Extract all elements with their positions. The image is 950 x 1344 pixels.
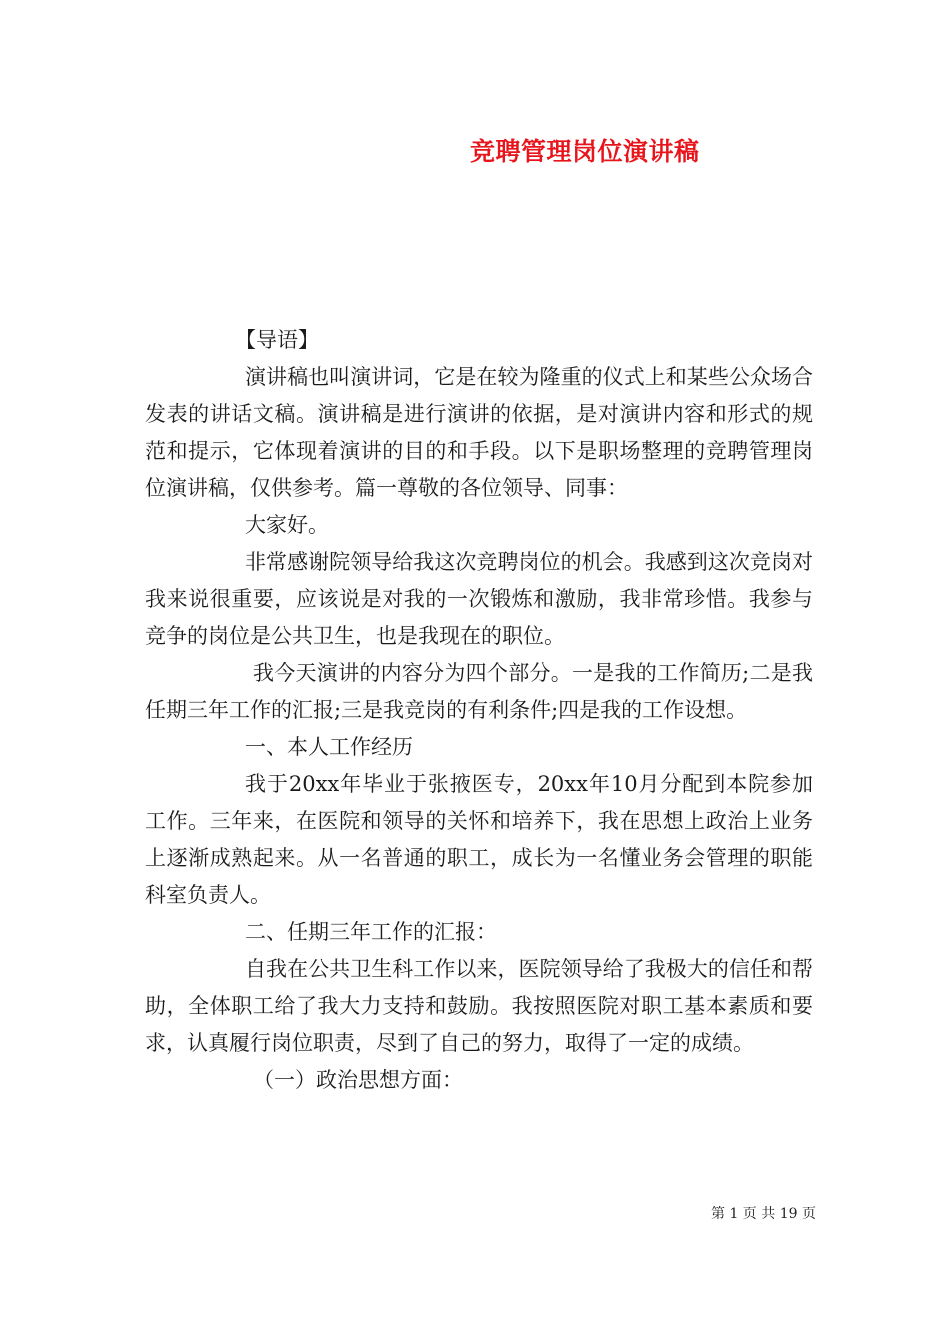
intro-tag: 【导语】	[235, 328, 319, 352]
paragraph-intro: 演讲稿也叫演讲词，它是在较为隆重的仪式上和某些公众场合发表的讲话文稿。演讲稿是进行演讲的依据，是对演讲内容和形式的规范和提示，它体现着演讲的目的和手段。以下是职场整理的竞聘管理岗位演讲稿，仅供参考。篇一尊敬的各位领导、同事：	[145, 365, 813, 500]
document-title: 竞聘管理岗位演讲稿	[470, 137, 700, 166]
paragraph-thanks: 非常感谢院领导给我这次竞聘岗位的机会。我感到这次竞岗对我来说很重要，应该说是对我的一次锻炼和激励，我非常珍惜。我参与竞争的岗位是公共卫生，也是我现在的职位。	[145, 550, 813, 648]
section-heading-2: 二、任期三年工作的汇报：	[245, 920, 497, 944]
page-number: 第 1 页 共 19 页	[711, 1206, 816, 1222]
document-body	[145, 322, 813, 1099]
paragraph-outline: 我今天演讲的内容分为四个部分。一是我的工作简历;二是我任期三年工作的汇报;三是我竞岗的有利条件;四是我的工作设想。	[145, 661, 813, 722]
paragraph-greeting: 大家好。	[245, 513, 329, 537]
paragraph-experience: 我于20xx年毕业于张掖医专，20xx年10月分配到本院参加工作。三年来，在医院和领导的关怀和培养下，我在思想上政治上业务上逐渐成熟起来。从一名普通的职工，成长为一名懂业务会管理的职能科室负责人。	[145, 772, 813, 907]
section-heading-1: 一、本人工作经历	[245, 735, 413, 759]
paragraph-report: 自我在公共卫生科工作以来，医院领导给了我极大的信任和帮助，全体职工给了我大力支持和鼓励。我按照医院对职工基本素质和要求，认真履行岗位职责，尽到了自己的努力，取得了一定的成绩。	[145, 957, 813, 1055]
subsection-heading-1: （一）政治思想方面：	[253, 1068, 463, 1092]
